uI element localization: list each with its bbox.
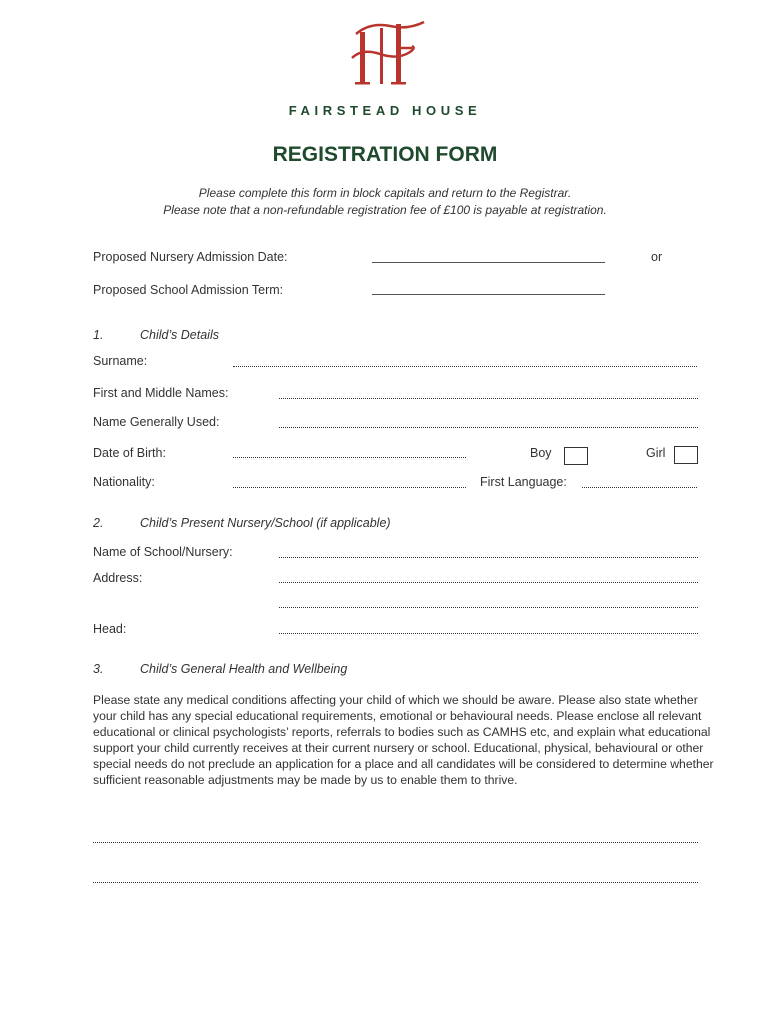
- form-title: REGISTRATION FORM: [272, 143, 498, 166]
- address-line-2-field[interactable]: [279, 607, 698, 608]
- section-1-title: Child’s Details: [140, 328, 219, 342]
- head-field[interactable]: [279, 633, 698, 634]
- boy-label: Boy: [530, 446, 552, 460]
- surname-label: Surname:: [93, 354, 148, 368]
- name-generally-used-label: Name Generally Used:: [93, 415, 220, 429]
- health-instructions-paragraph: Please state any medical conditions affecting your child of which we should be aware. Please also state whether your child has any special educational requirements, emotional or behavioural needs. Please enclose all relevant educational or clinical psychologists’ reports, referrals to bodies such as CAMHS etc, and explain what educational support your child currently receives at their current nursery or school. Educational, physical, behavioural or other special needs do not preclude an application for a place and all candidates will be considered to determine whether sufficient reasonable adjustments may be made by us to enable them to thrive.: [93, 693, 714, 787]
- surname-field[interactable]: [233, 366, 697, 367]
- school-name: FAIRSTEAD HOUSE: [288, 103, 482, 118]
- nationality-field[interactable]: [233, 487, 466, 488]
- intro-line-1: Please complete this form in block capitals and return to the Registrar.: [198, 186, 572, 200]
- girl-checkbox[interactable]: [674, 446, 698, 464]
- or-label: or: [651, 250, 663, 264]
- school-admission-label: Proposed School Admission Term:: [93, 283, 284, 297]
- first-language-field[interactable]: [582, 487, 697, 488]
- nationality-label: Nationality:: [93, 475, 155, 489]
- date-of-birth-label: Date of Birth:: [93, 446, 166, 460]
- first-language-label: First Language:: [480, 475, 567, 489]
- address-label: Address:: [93, 571, 143, 585]
- school-nursery-name-field[interactable]: [279, 557, 698, 558]
- head-label: Head:: [93, 622, 127, 636]
- girl-label: Girl: [646, 446, 666, 460]
- date-of-birth-field[interactable]: [233, 457, 466, 458]
- intro-line-2: Please note that a non-refundable registration fee of £100 is payable at registration.: [163, 203, 607, 217]
- name-generally-used-field[interactable]: [279, 427, 698, 428]
- section-2-number: 2.: [93, 516, 104, 530]
- school-admission-term-field[interactable]: [372, 294, 605, 295]
- health-answer-line-1-field[interactable]: [93, 842, 698, 843]
- section-1-number: 1.: [93, 328, 104, 342]
- school-nursery-name-label: Name of School/Nursery:: [93, 545, 233, 559]
- fairstead-house-logo-icon: [350, 18, 430, 92]
- section-3-title: Child’s General Health and Wellbeing: [140, 662, 348, 676]
- nursery-admission-date-field[interactable]: [372, 262, 605, 263]
- nursery-admission-label: Proposed Nursery Admission Date:: [93, 250, 288, 264]
- address-line-1-field[interactable]: [279, 582, 698, 583]
- first-middle-names-label: First and Middle Names:: [93, 386, 229, 400]
- section-2-title: Child’s Present Nursery/School (if applicable): [140, 516, 391, 530]
- health-answer-line-2-field[interactable]: [93, 882, 698, 883]
- section-3-number: 3.: [93, 662, 104, 676]
- boy-checkbox[interactable]: [564, 447, 588, 465]
- first-middle-names-field[interactable]: [279, 398, 698, 399]
